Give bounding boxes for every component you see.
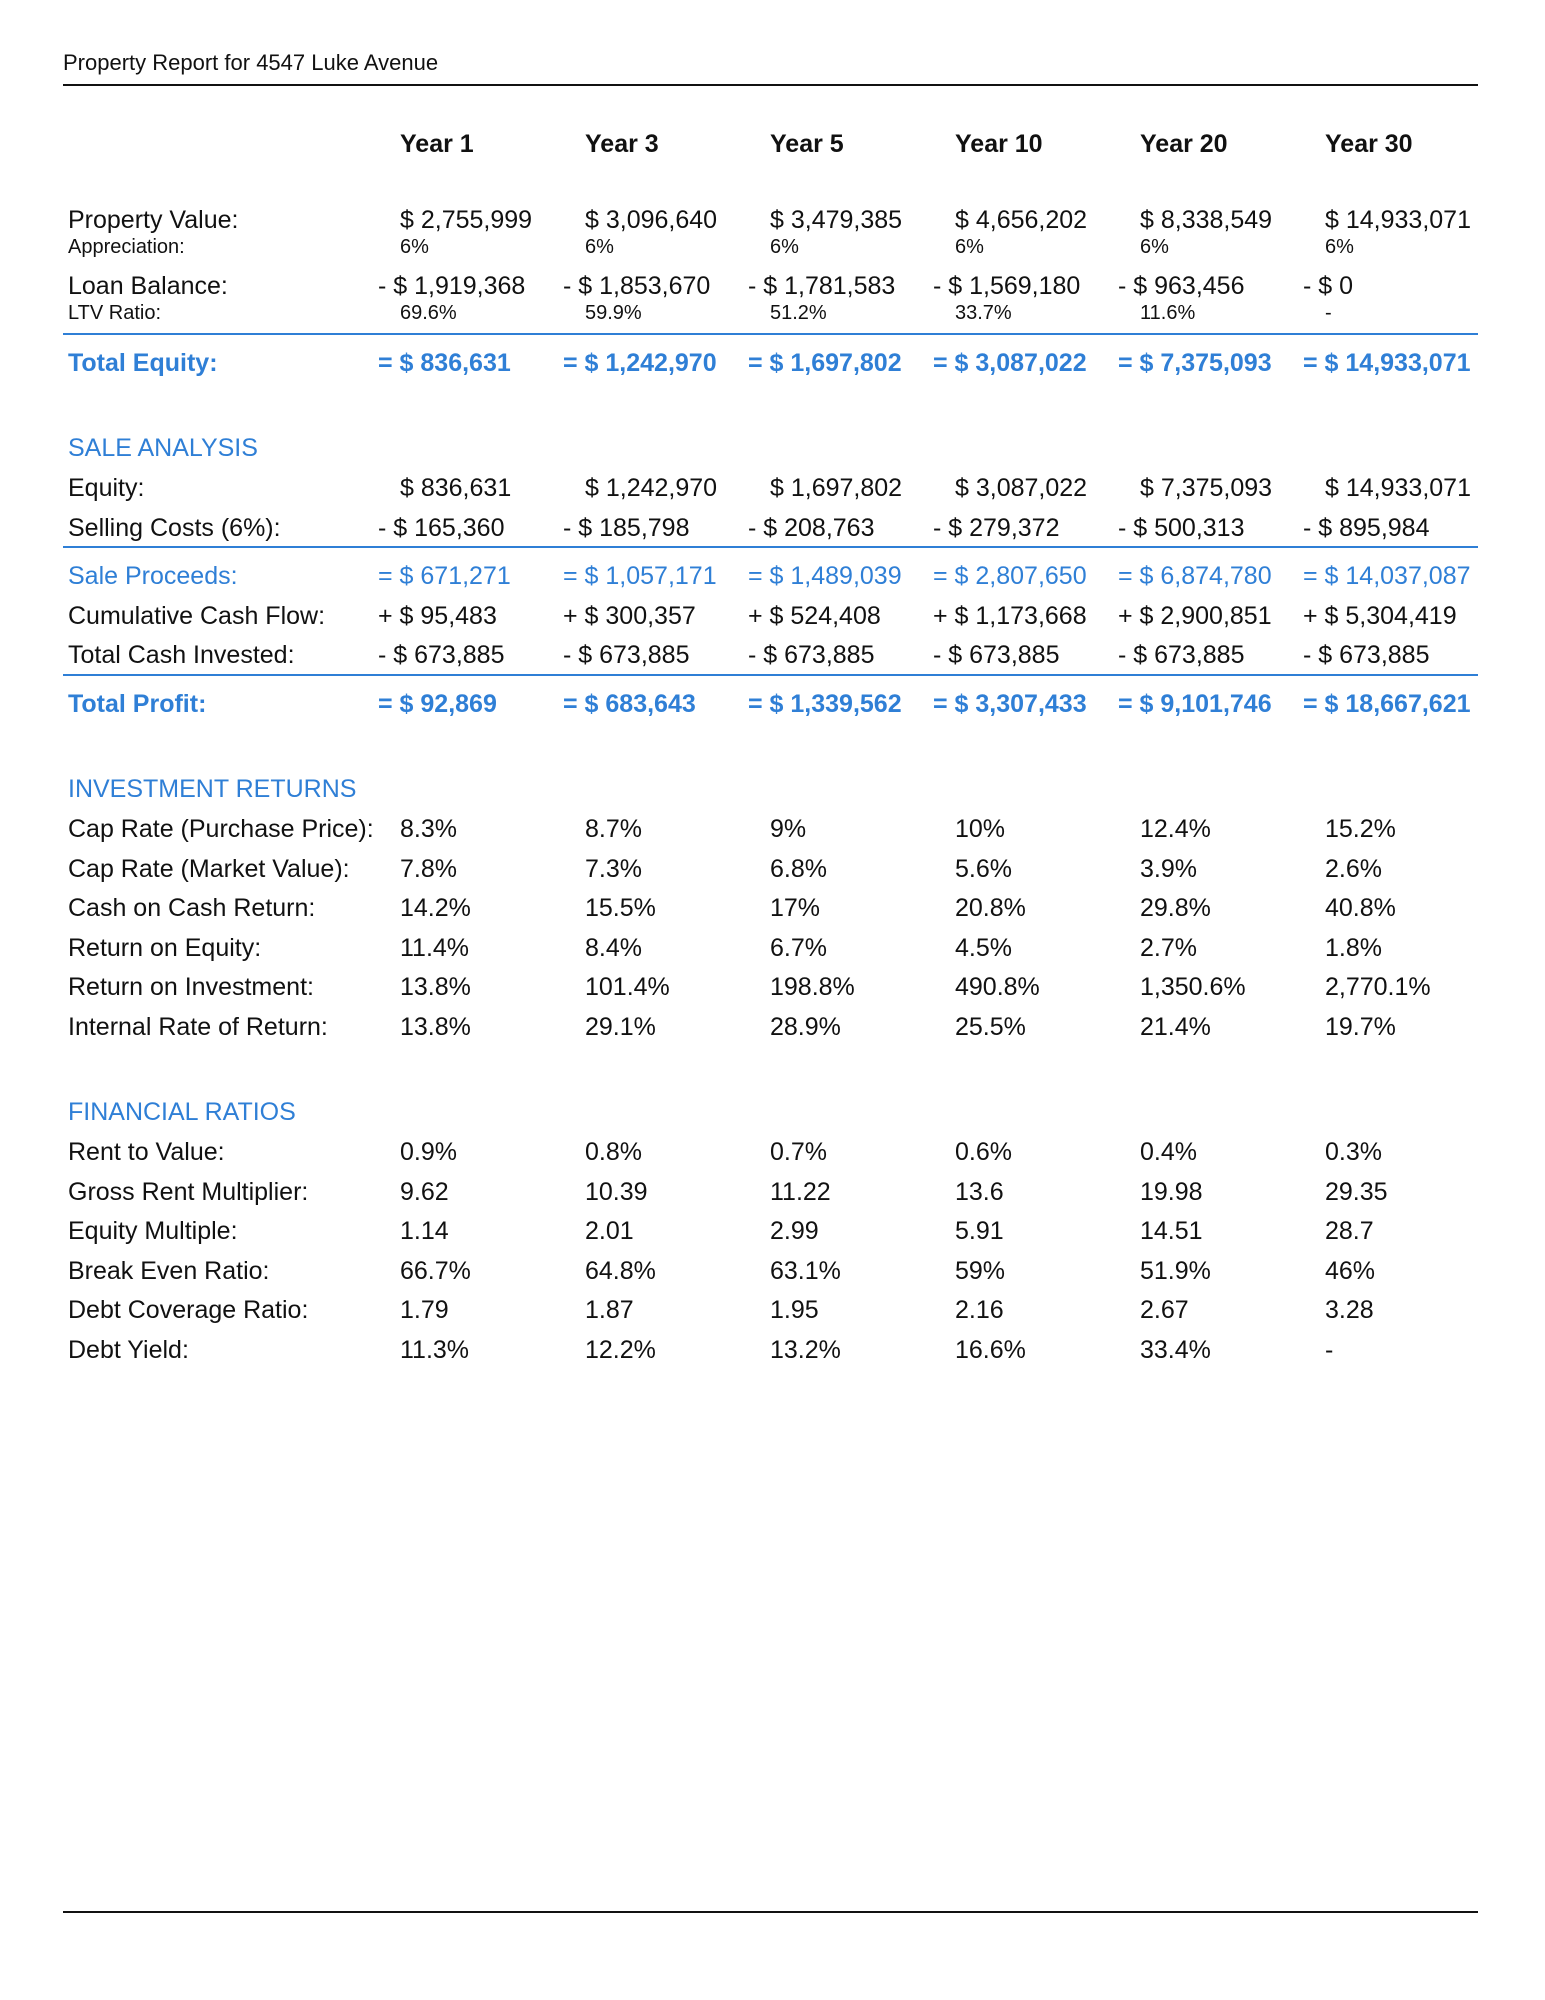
return-row-value: 3.9%: [1140, 854, 1197, 883]
ratio-row-value: 19.98: [1140, 1177, 1203, 1206]
profit-separator: [63, 674, 1478, 676]
appreciation-value: 6%: [955, 236, 984, 258]
ratio-row-value: 14.51: [1140, 1217, 1203, 1246]
financial-ratios-heading: FINANCIAL RATIOS: [68, 1098, 296, 1126]
total-equity-value: = $ 7,375,093: [1118, 349, 1272, 377]
ltv-ratio-value: 11.6%: [1140, 302, 1196, 324]
selling-costs-value: - $ 165,360: [378, 514, 505, 542]
return-row-value: 19.7%: [1325, 1013, 1396, 1041]
total-profit-value: = $ 683,643: [563, 690, 696, 718]
ratio-row-value: 16.6%: [955, 1336, 1026, 1364]
total-equity-value: = $ 14,933,071: [1303, 349, 1471, 377]
proceeds-separator: [63, 546, 1478, 548]
sale-equity-value: $ 14,933,071: [1325, 474, 1471, 502]
cumulative-cash-flow-value: + $ 2,900,851: [1118, 602, 1272, 630]
ratio-row-value: 2.99: [770, 1217, 819, 1246]
ratio-row-value: 66.7%: [400, 1256, 471, 1285]
ratio-row-value: 0.4%: [1140, 1138, 1197, 1166]
total-profit-value: = $ 9,101,746: [1118, 690, 1272, 718]
return-row-label: Return on Equity:: [68, 933, 262, 962]
ltv-ratio-value: 33.7%: [955, 302, 1012, 324]
ratio-row-value: 63.1%: [770, 1256, 841, 1285]
ratio-row-value: 11.3%: [400, 1336, 470, 1364]
sale-equity-value: $ 7,375,093: [1140, 474, 1273, 502]
loan-balance-value: - $ 963,456: [1118, 272, 1245, 300]
sale-equity-value: $ 836,631: [400, 474, 512, 502]
ltv-ratio-value: 51.2%: [770, 302, 827, 324]
ratio-row-value: 33.4%: [1140, 1336, 1211, 1364]
return-row-label: Cash on Cash Return:: [68, 894, 316, 923]
return-row-value: 20.8%: [955, 894, 1026, 923]
property-value-label: Property Value:: [68, 206, 239, 234]
ratio-row-value: 1.14: [400, 1217, 449, 1246]
property-value-value: $ 3,479,385: [770, 206, 903, 234]
total-equity-value: = $ 836,631: [378, 349, 511, 377]
total-cash-invested-value: - $ 673,885: [933, 641, 1060, 669]
return-row-value: 7.8%: [400, 854, 457, 883]
return-row-value: 29.1%: [585, 1013, 656, 1041]
ratio-row-value: 29.35: [1325, 1177, 1388, 1206]
report-title: Property Report for 4547 Luke Avenue: [63, 50, 439, 75]
footer-divider: [63, 1911, 1478, 1913]
total-profit-label: Total Profit:: [68, 690, 207, 718]
ratio-row-value: 3.28: [1325, 1296, 1374, 1325]
cumulative-cash-flow-value: + $ 300,357: [563, 602, 696, 630]
appreciation-value: 6%: [400, 236, 429, 258]
appreciation-value: 6%: [1140, 236, 1169, 258]
return-row-value: 9%: [770, 815, 807, 843]
ltv-ratio-label: LTV Ratio:: [68, 302, 161, 324]
selling-costs-value: - $ 500,313: [1118, 514, 1245, 542]
property-value-value: $ 8,338,549: [1140, 206, 1273, 234]
ratio-row-value: 1.95: [770, 1296, 819, 1325]
ratio-row-value: 2.01: [585, 1217, 634, 1246]
total-equity-value: = $ 3,087,022: [933, 349, 1087, 377]
ratio-row-label: Equity Multiple:: [68, 1217, 238, 1246]
return-row-value: 1.8%: [1325, 933, 1382, 962]
year-header: Year 3: [585, 130, 659, 158]
year-header: Year 5: [770, 130, 844, 158]
return-row-value: 5.6%: [955, 854, 1012, 883]
ratio-row-value: 5.91: [955, 1217, 1004, 1246]
selling-costs-value: - $ 185,798: [563, 514, 690, 542]
return-row-label: Return on Investment:: [68, 973, 314, 1002]
sale-proceeds-value: = $ 671,271: [378, 562, 511, 590]
loan-balance-value: - $ 1,781,583: [748, 272, 896, 300]
appreciation-label: Appreciation:: [68, 236, 185, 258]
ltv-ratio-value: -: [1325, 302, 1332, 324]
loan-balance-value: - $ 0: [1303, 272, 1354, 300]
return-row-value: 490.8%: [955, 973, 1040, 1002]
selling-costs-label: Selling Costs (6%):: [68, 514, 281, 542]
total-cash-invested-value: - $ 673,885: [563, 641, 690, 669]
ratio-row-label: Rent to Value:: [68, 1138, 225, 1166]
sale-analysis-heading: SALE ANALYSIS: [68, 434, 258, 462]
return-row-label: Cap Rate (Purchase Price):: [68, 815, 374, 843]
return-row-value: 198.8%: [770, 973, 855, 1002]
ratio-row-label: Debt Yield:: [68, 1336, 189, 1364]
ratio-row-value: 64.8%: [585, 1256, 656, 1285]
return-row-value: 4.5%: [955, 933, 1012, 962]
property-value-value: $ 2,755,999: [400, 206, 533, 234]
ratio-row-value: 13.6: [955, 1177, 1004, 1206]
return-row-value: 2.6%: [1325, 854, 1382, 883]
return-row-value: 7.3%: [585, 854, 642, 883]
year-header: Year 1: [400, 130, 474, 158]
return-row-value: 13.8%: [400, 973, 471, 1002]
selling-costs-value: - $ 279,372: [933, 514, 1060, 542]
header-divider: [63, 84, 1478, 86]
return-row-value: 40.8%: [1325, 894, 1396, 923]
return-row-value: 2,770.1%: [1325, 973, 1431, 1002]
total-equity-label: Total Equity:: [68, 349, 218, 377]
total-cash-invested-value: - $ 673,885: [748, 641, 875, 669]
return-row-value: 11.4%: [400, 933, 470, 962]
return-row-value: 8.7%: [585, 815, 642, 843]
return-row-value: 25.5%: [955, 1013, 1026, 1041]
ratio-row-value: 51.9%: [1140, 1256, 1211, 1285]
ratio-row-label: Debt Coverage Ratio:: [68, 1296, 309, 1325]
year-header: Year 20: [1140, 130, 1228, 158]
ratio-row-value: 59%: [955, 1256, 1006, 1285]
sale-equity-value: $ 1,697,802: [770, 474, 903, 502]
sale-proceeds-value: = $ 14,037,087: [1303, 562, 1471, 590]
return-row-value: 6.8%: [770, 854, 827, 883]
ratio-row-value: 0.3%: [1325, 1138, 1382, 1166]
ratio-row-value: 0.7%: [770, 1138, 827, 1166]
ratio-row-value: 9.62: [400, 1177, 449, 1206]
ratio-row-value: 2.67: [1140, 1296, 1189, 1325]
ratio-row-label: Break Even Ratio:: [68, 1256, 270, 1285]
return-row-value: 21.4%: [1140, 1013, 1211, 1041]
return-row-value: 13.8%: [400, 1013, 471, 1041]
return-row-value: 14.2%: [400, 894, 471, 923]
sale-equity-label: Equity:: [68, 474, 145, 502]
ratio-row-value: 28.7: [1325, 1217, 1374, 1246]
return-row-value: 29.8%: [1140, 894, 1211, 923]
equity-separator: [63, 333, 1478, 335]
return-row-label: Cap Rate (Market Value):: [68, 854, 350, 883]
cumulative-cash-flow-value: + $ 5,304,419: [1303, 602, 1457, 630]
ratio-row-value: 0.6%: [955, 1138, 1012, 1166]
cumulative-cash-flow-label: Cumulative Cash Flow:: [68, 602, 326, 630]
sale-proceeds-value: = $ 1,489,039: [748, 562, 902, 590]
cumulative-cash-flow-value: + $ 524,408: [748, 602, 881, 630]
return-row-value: 10%: [955, 815, 1006, 843]
return-row-value: 2.7%: [1140, 933, 1197, 962]
return-row-value: 17%: [770, 894, 821, 923]
cumulative-cash-flow-value: + $ 1,173,668: [933, 602, 1087, 630]
total-profit-value: = $ 3,307,433: [933, 690, 1087, 718]
loan-balance-value: - $ 1,853,670: [563, 272, 711, 300]
ratio-row-value: -: [1325, 1336, 1334, 1364]
total-profit-value: = $ 1,339,562: [748, 690, 902, 718]
loan-balance-value: - $ 1,919,368: [378, 272, 526, 300]
sale-equity-value: $ 3,087,022: [955, 474, 1088, 502]
sale-proceeds-label: Sale Proceeds:: [68, 562, 238, 590]
selling-costs-value: - $ 208,763: [748, 514, 875, 542]
investment-returns-heading: INVESTMENT RETURNS: [68, 775, 357, 803]
return-row-value: 101.4%: [585, 973, 670, 1002]
ratio-row-value: 46%: [1325, 1256, 1376, 1285]
total-profit-value: = $ 18,667,621: [1303, 690, 1471, 718]
ratio-row-value: 10.39: [585, 1177, 648, 1206]
return-row-label: Internal Rate of Return:: [68, 1013, 328, 1041]
appreciation-value: 6%: [770, 236, 799, 258]
property-value-value: $ 3,096,640: [585, 206, 718, 234]
total-equity-value: = $ 1,697,802: [748, 349, 902, 377]
loan-balance-value: - $ 1,569,180: [933, 272, 1081, 300]
return-row-value: 8.4%: [585, 933, 642, 962]
year-header: Year 10: [955, 130, 1043, 158]
selling-costs-value: - $ 895,984: [1303, 514, 1430, 542]
ratio-row-value: 0.9%: [400, 1138, 457, 1166]
ratio-row-value: 11.22: [770, 1177, 831, 1206]
ratio-row-label: Gross Rent Multiplier:: [68, 1177, 309, 1206]
return-row-value: 8.3%: [400, 815, 457, 843]
total-cash-invested-value: - $ 673,885: [1118, 641, 1245, 669]
sale-proceeds-value: = $ 6,874,780: [1118, 562, 1272, 590]
return-row-value: 15.2%: [1325, 815, 1396, 843]
property-value-value: $ 14,933,071: [1325, 206, 1471, 234]
total-equity-value: = $ 1,242,970: [563, 349, 717, 377]
cumulative-cash-flow-value: + $ 95,483: [378, 602, 497, 630]
ltv-ratio-value: 69.6%: [400, 302, 457, 324]
total-cash-invested-value: - $ 673,885: [378, 641, 505, 669]
return-row-value: 6.7%: [770, 933, 827, 962]
total-cash-invested-value: - $ 673,885: [1303, 641, 1430, 669]
sale-proceeds-value: = $ 2,807,650: [933, 562, 1087, 590]
total-profit-value: = $ 92,869: [378, 690, 497, 718]
year-header: Year 30: [1325, 130, 1413, 158]
ratio-row-value: 1.87: [585, 1296, 634, 1325]
loan-balance-label: Loan Balance:: [68, 272, 228, 300]
appreciation-value: 6%: [585, 236, 614, 258]
ratio-row-value: 2.16: [955, 1296, 1004, 1325]
ratio-row-value: 0.8%: [585, 1138, 642, 1166]
ratio-row-value: 13.2%: [770, 1336, 841, 1364]
return-row-value: 12.4%: [1140, 815, 1211, 843]
sale-equity-value: $ 1,242,970: [585, 474, 718, 502]
total-cash-invested-label: Total Cash Invested:: [68, 641, 295, 669]
return-row-value: 1,350.6%: [1140, 973, 1246, 1002]
property-value-value: $ 4,656,202: [955, 206, 1088, 234]
ratio-row-value: 12.2%: [585, 1336, 656, 1364]
return-row-value: 28.9%: [770, 1013, 841, 1041]
ratio-row-value: 1.79: [400, 1296, 449, 1325]
ltv-ratio-value: 59.9%: [585, 302, 642, 324]
appreciation-value: 6%: [1325, 236, 1354, 258]
return-row-value: 15.5%: [585, 894, 656, 923]
sale-proceeds-value: = $ 1,057,171: [563, 562, 717, 590]
